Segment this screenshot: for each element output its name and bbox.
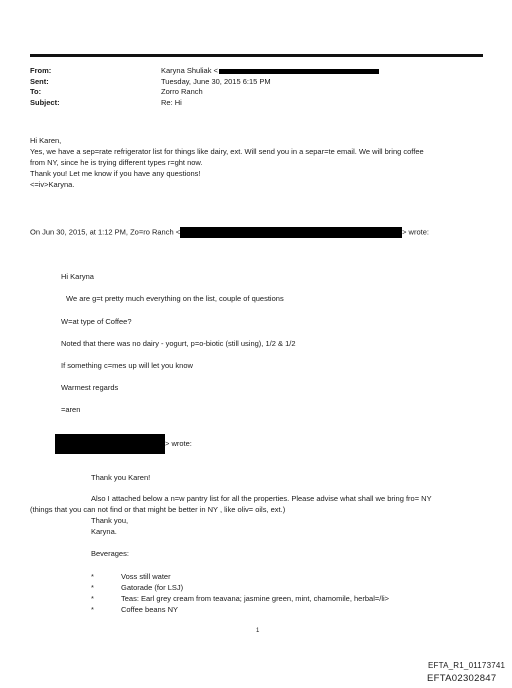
reply-line: We are g=t pretty much everything on the list, couple of questions xyxy=(66,294,284,303)
body-line: Yes, we have a sep=rate refrigerator list for things like dairy, ext. Will send you in a separ=te email. We will bring coffee xyxy=(30,147,424,156)
original-greeting: Thank you Karen! xyxy=(91,473,151,482)
sent-value: Tuesday, June 30, 2015 6:15 PM xyxy=(161,76,271,86)
subject-label: Subject: xyxy=(30,97,60,107)
bates-stamp-primary: EFTA_R1_01173741 xyxy=(428,661,506,670)
redaction-box xyxy=(180,227,402,238)
original-line: Thank you, xyxy=(91,516,129,525)
quote-intro: On Jun 30, 2015, at 1:12 PM, Zo=ro Ranch < > wrote: xyxy=(30,227,429,237)
body-line: Thank you! Let me know if you have any questions! xyxy=(30,169,201,178)
reply-line: Noted that there was no dairy - yogurt, p=o-biotic (still using), 1/2 & 1/2 xyxy=(61,339,296,348)
sent-label: Sent: xyxy=(30,76,49,86)
header-rule xyxy=(30,54,483,57)
subject-value: Re: Hi xyxy=(161,97,182,107)
bullet-marker: * xyxy=(91,605,94,614)
from-label: From: xyxy=(30,66,52,75)
original-signoff: Karyna. xyxy=(91,527,117,536)
body-line: from NY, since he is trying different types r=ght now. xyxy=(30,158,203,167)
quote-attribution: > wrote: xyxy=(55,434,192,454)
from-value: Karyna Shuliak < xyxy=(161,66,379,76)
reply-signature: =aren xyxy=(61,405,81,414)
bullet-marker: * xyxy=(91,594,94,603)
bates-stamp-secondary: EFTA02302847 xyxy=(427,673,497,684)
original-line: (things that you can not find or that might be better in NY , like oliv= oils, ext.) xyxy=(30,505,286,514)
body-greeting: Hi Karen, xyxy=(30,136,62,145)
bullet-marker: * xyxy=(91,583,94,592)
reply-greeting: Hi Karyna xyxy=(61,272,94,281)
redaction-box xyxy=(55,434,165,454)
page-number: 1 xyxy=(256,628,260,634)
reply-line: W=at type of Coffee? xyxy=(61,317,132,326)
reply-line: If something c=mes up will let you know xyxy=(61,361,193,370)
original-line: Also I attached below a n=w pantry list for all the properties. Please advise what shall we bring fro= NY xyxy=(91,494,432,503)
to-label: To: xyxy=(30,87,42,96)
body-signoff: <=iv>Karyna. xyxy=(30,180,75,189)
list-heading: Beverages: xyxy=(91,549,129,558)
to-value: Zorro Ranch xyxy=(161,87,203,96)
reply-line: Warmest regards xyxy=(61,383,119,392)
bullet-marker: * xyxy=(91,572,94,581)
redaction-box xyxy=(219,69,379,74)
